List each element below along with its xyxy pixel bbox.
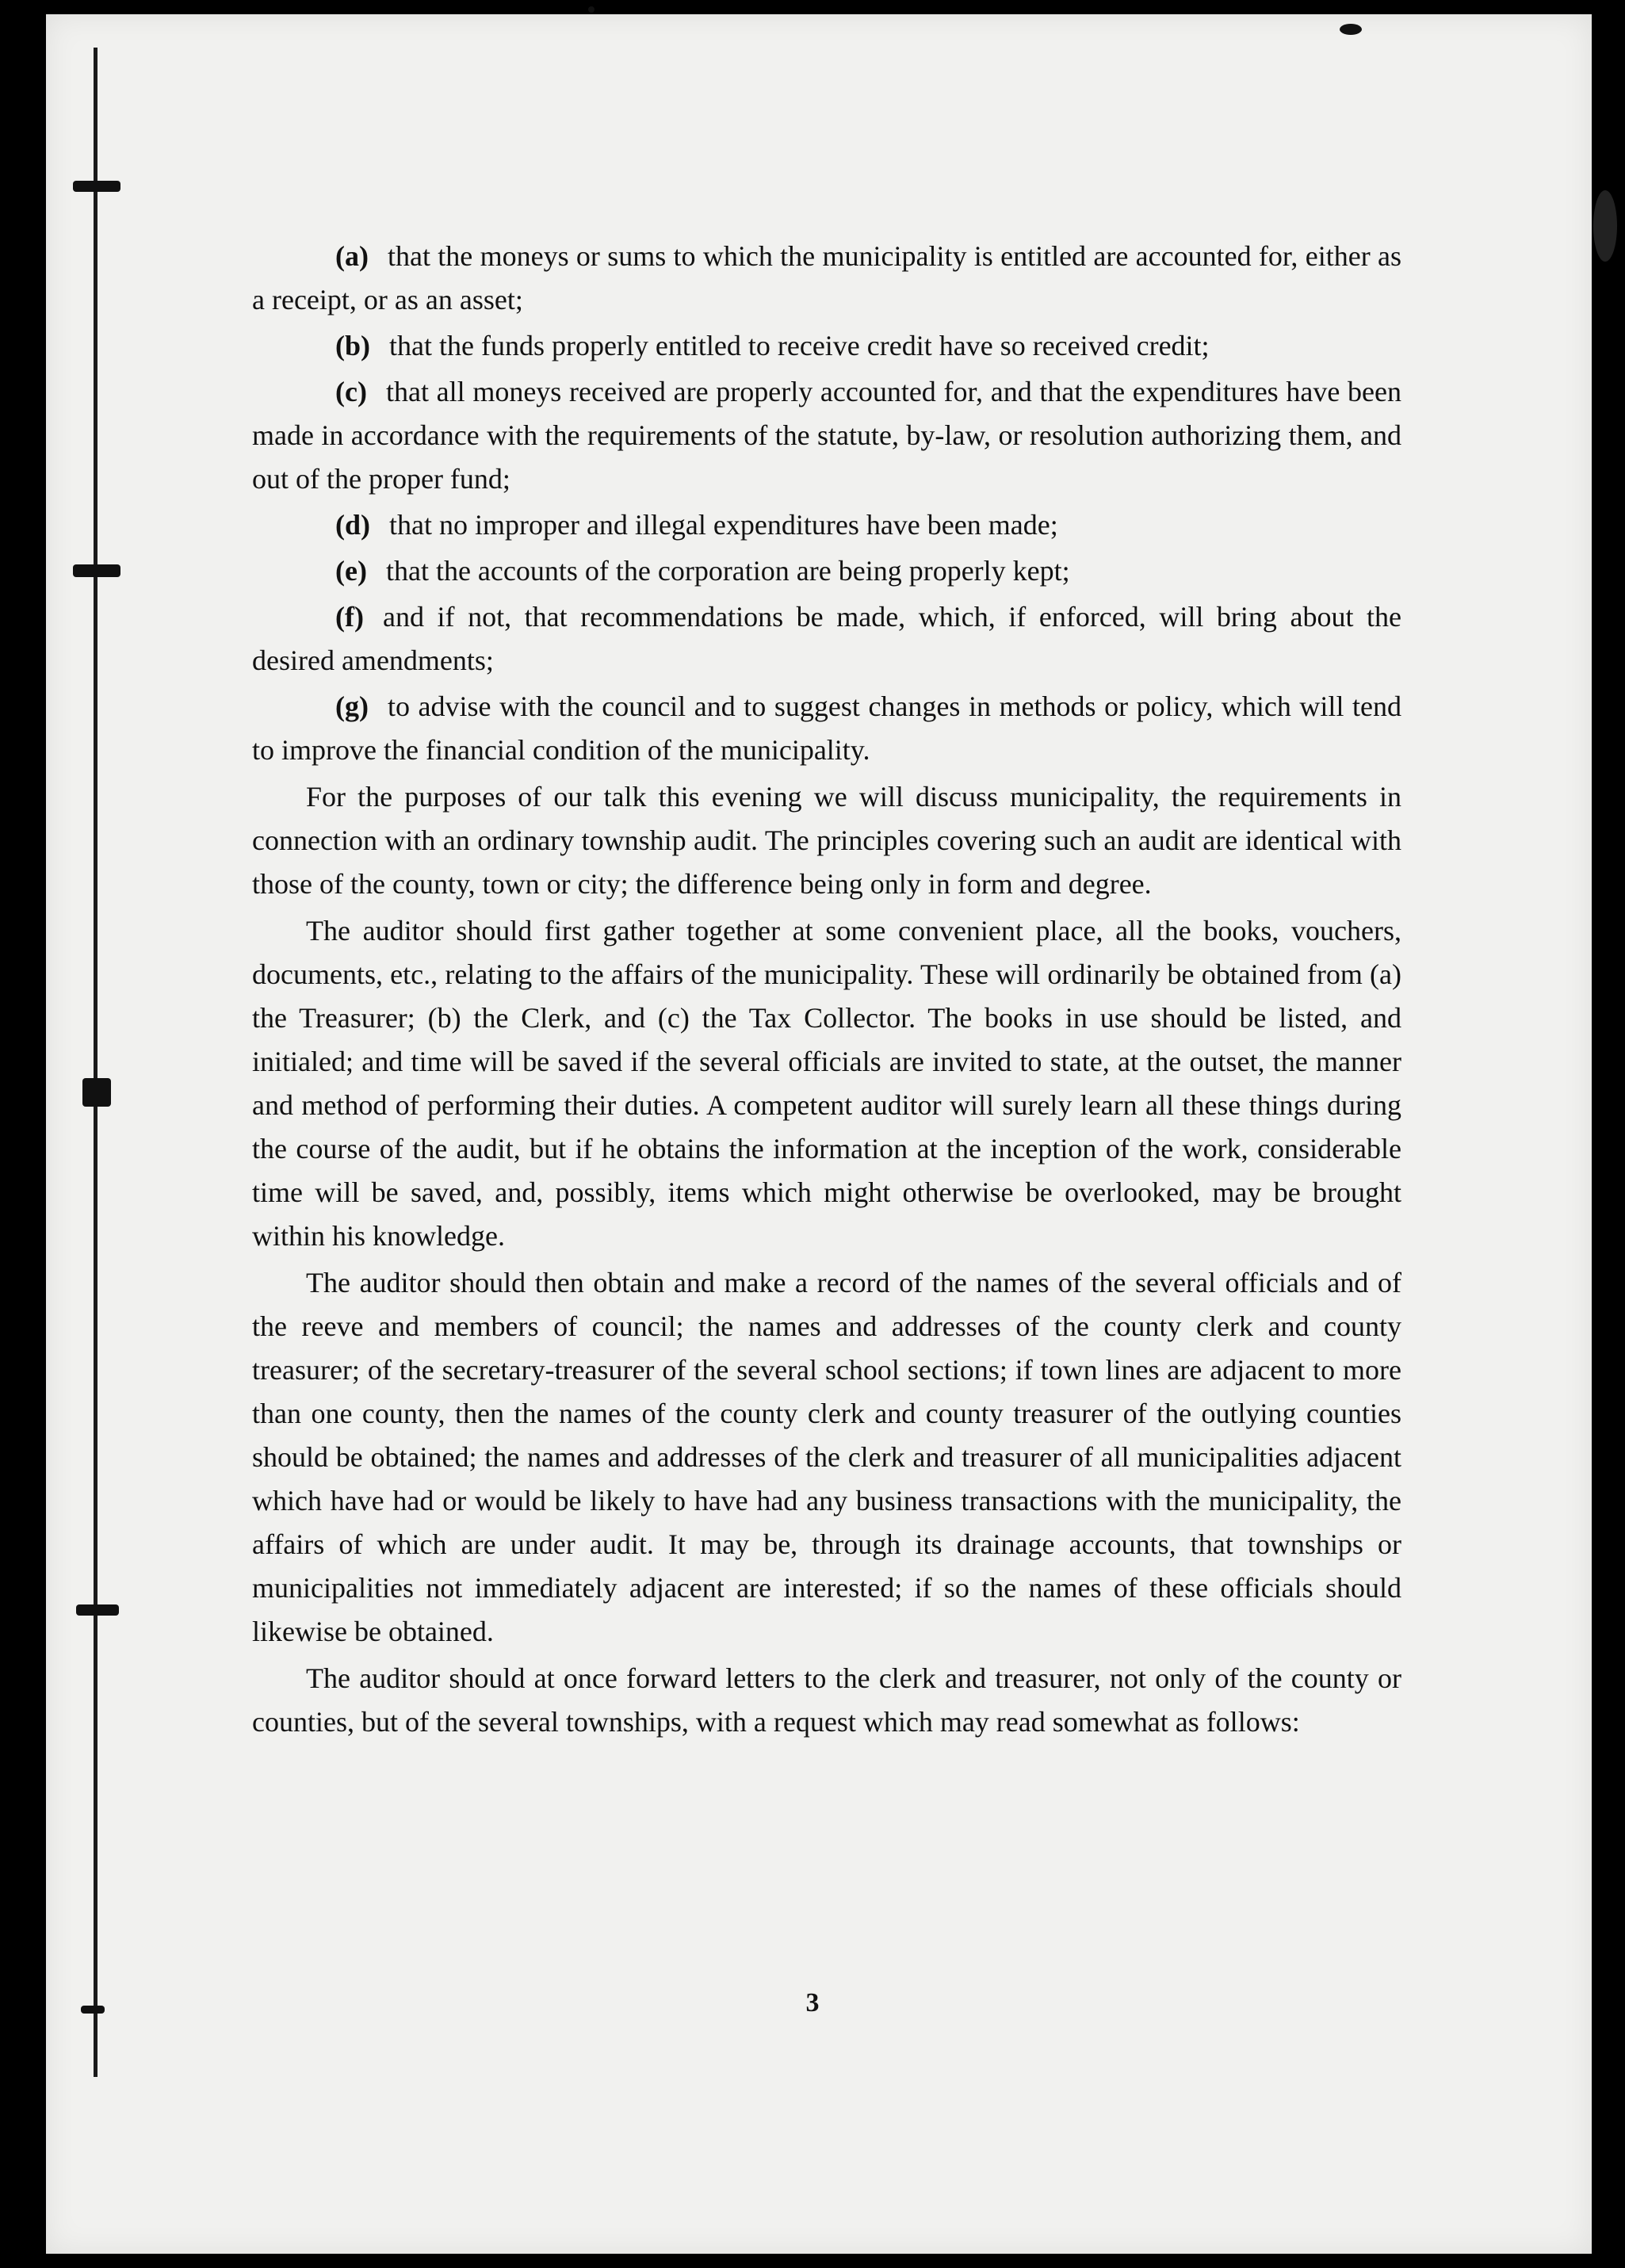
list-item-text: that the moneys or sums to which the municipality is entitled are accounted for, either as a receipt, or as an asset; xyxy=(252,240,1401,316)
page-number: 3 xyxy=(805,1988,820,2017)
binding-tab xyxy=(82,1078,111,1107)
binding-tab xyxy=(73,181,120,192)
list-item-label: (e) xyxy=(335,555,367,587)
list-item-text: and if not, that recommendations be made, which, if enforced, will bring about the desired amendments; xyxy=(252,601,1401,676)
list-item-label: (f) xyxy=(335,601,364,633)
list-item-label: (b) xyxy=(335,330,370,361)
binding-spine xyxy=(94,48,98,2077)
list-item-text: to advise with the council and to suggest changes in methods or policy, which will tend to improve the financial condition of the municipality. xyxy=(252,690,1401,766)
body-paragraph: The auditor should then obtain and make a record of the names of the several officials and of the reeve and members of council; the names and addresses of the county clerk and county treasurer; of the secretary-treasurer of the several school sections; if town lines are adjacent to more than one county, then the names of the county clerk and county treasurer of the outlying counties should be obtained; the names and addresses of the clerk and treasurer of all municipalities adjacent which have had or would be likely to have had any business transactions with the municipality, the affairs of which are under audit. It may be, through its drainage accounts, that townships or municipalities not immediately adjacent are interested; if so the names of these officials should likewise be obtained. xyxy=(252,1267,1401,1647)
list-item-text: that no improper and illegal expenditures have been made; xyxy=(389,509,1058,541)
list-item-text: that the funds properly entitled to receive credit have so received credit; xyxy=(389,330,1210,361)
body-paragraph: For the purposes of our talk this evening we will discuss municipality, the requirements in connection with an ordinary township audit. The principles covering such an audit are identical with those of the county, town or city; the difference being only in form and degree. xyxy=(252,781,1401,900)
list-item-text: that the accounts of the corporation are being properly kept; xyxy=(385,555,1070,587)
list-item-label: (c) xyxy=(335,376,367,407)
list-item-label: (g) xyxy=(335,690,369,722)
scan-speck xyxy=(588,6,595,13)
list-item-f xyxy=(252,595,1401,683)
scan-speck xyxy=(1340,24,1362,35)
list-item-label: (d) xyxy=(335,509,370,541)
list-item-e xyxy=(252,549,1401,593)
binding-tab xyxy=(76,1604,119,1616)
document-body xyxy=(252,235,1401,1746)
list-item-d xyxy=(252,503,1401,547)
list-item-g xyxy=(252,685,1401,772)
binding-tab xyxy=(73,564,120,577)
scan-speck xyxy=(1593,190,1617,262)
list-item-label: (a) xyxy=(335,240,369,272)
list-item-b xyxy=(252,324,1401,368)
body-paragraph: The auditor should at once forward letters to the clerk and treasurer, not only of the county or counties, but of the several townships, with a request which may read somewhat as follows: xyxy=(252,1662,1401,1738)
list-item-a xyxy=(252,235,1401,322)
body-paragraph: The auditor should first gather together at some convenient place, all the books, vouchers, documents, etc., relating to the affairs of the municipality. These will ordinarily be obtained from (a) the Treasurer; (b) the Clerk, and (c) the Tax Collector. The books in use should be listed, and initialed; and time will be saved if the several officials are invited to state, at the outset, the manner and method of performing their duties. A competent auditor will surely learn all these things during the course of the audit, but if he obtains the information at the inception of the work, considerable time will be saved, and, possibly, items which might otherwise be overlooked, may be brought within his knowledge. xyxy=(252,915,1401,1252)
list-item-c xyxy=(252,370,1401,501)
list-item-text: that all moneys received are properly accounted for, and that the expenditures have been made in accordance with the requirements of the statute, by-law, or resolution authorizing them, and out of the proper fund; xyxy=(252,376,1401,495)
